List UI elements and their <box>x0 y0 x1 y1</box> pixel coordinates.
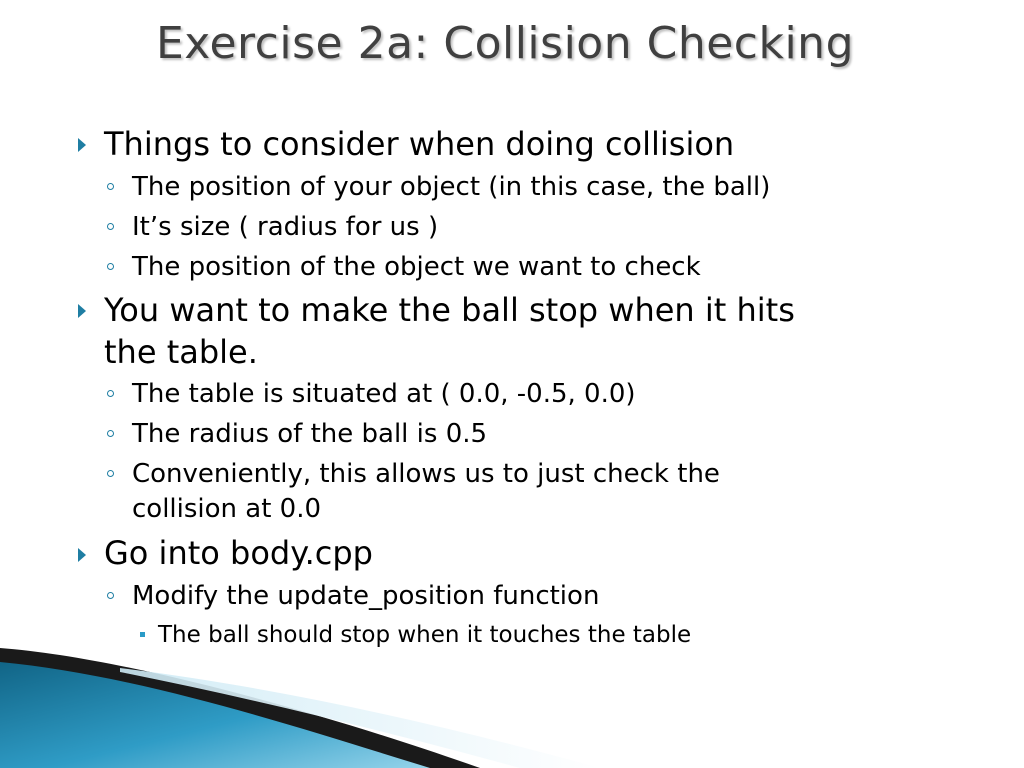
sub-bullet-circle-icon <box>107 223 114 230</box>
bullet-3-sub-1: Modify the update_position function <box>132 581 600 611</box>
bullet-2-sub-3-line-2: collision at 0.0 <box>132 494 322 524</box>
bullet-2-sub-2: The radius of the ball is 0.5 <box>132 419 488 449</box>
bullet-arrow-icon <box>78 548 86 562</box>
bullet-arrow-icon <box>78 304 86 318</box>
bullet-2-sub-3-line-1: Conveniently, this allows us to just check the <box>132 459 720 489</box>
sub-bullet-circle-icon <box>107 183 114 190</box>
bullet-1-sub-2: It’s size ( radius for us ) <box>132 212 439 242</box>
bullet-3-subsub-1: The ball should stop when it touches the table <box>158 622 692 648</box>
sub-bullet-circle-icon <box>107 390 114 397</box>
sub-bullet-circle-icon <box>107 470 114 477</box>
bullet-arrow-icon <box>78 138 86 152</box>
sub-bullet-circle-icon <box>107 263 114 270</box>
bullet-3-text: Go into body.cpp <box>104 534 373 572</box>
bullet-2-text-line-2: the table. <box>104 333 258 371</box>
slide-title: Exercise 2a: Collision Checking <box>156 18 854 69</box>
bullet-1-sub-3: The position of the object we want to check <box>132 252 701 282</box>
bullet-1-sub-1: The position of your object (in this case, the ball) <box>132 172 771 202</box>
sub-sub-bullet-square-icon <box>140 632 145 637</box>
sub-bullet-circle-icon <box>107 592 114 599</box>
bullet-2-text-line-1: You want to make the ball stop when it hits <box>104 291 795 329</box>
bullet-2-sub-1: The table is situated at ( 0.0, -0.5, 0.0) <box>132 379 636 409</box>
sub-bullet-circle-icon <box>107 430 114 437</box>
bullet-1-text: Things to consider when doing collision <box>104 125 735 163</box>
